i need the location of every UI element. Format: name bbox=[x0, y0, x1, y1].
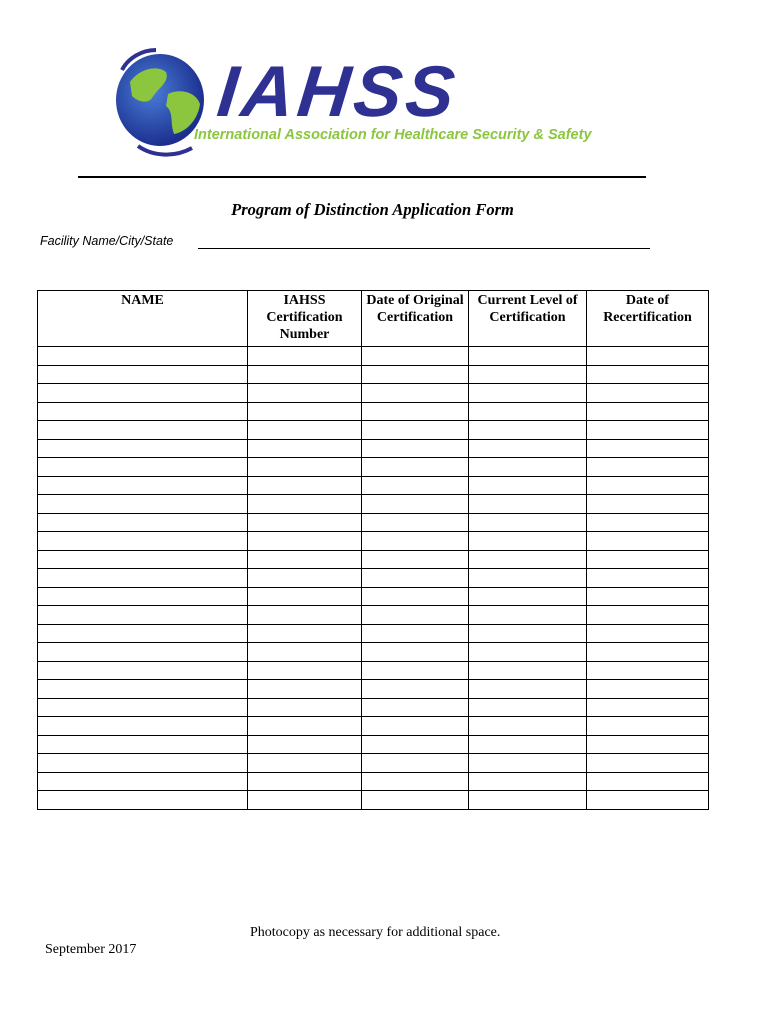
table-row bbox=[38, 717, 709, 736]
table-row bbox=[38, 624, 709, 643]
table-cell[interactable] bbox=[362, 624, 469, 643]
column-header-current-level: Current Level of Certification bbox=[469, 291, 587, 347]
table-cell[interactable] bbox=[38, 384, 248, 403]
table-cell[interactable] bbox=[587, 421, 709, 440]
table-cell[interactable] bbox=[587, 698, 709, 717]
table-cell[interactable] bbox=[248, 569, 362, 588]
table-cell[interactable] bbox=[469, 624, 587, 643]
table-cell[interactable] bbox=[469, 365, 587, 384]
table-cell[interactable] bbox=[248, 495, 362, 514]
table-cell[interactable] bbox=[587, 661, 709, 680]
table-cell[interactable] bbox=[362, 421, 469, 440]
form-title: Program of Distinction Application Form bbox=[231, 200, 514, 219]
table-row bbox=[38, 458, 709, 477]
table-row bbox=[38, 439, 709, 458]
table-cell[interactable] bbox=[469, 513, 587, 532]
table-row bbox=[38, 532, 709, 551]
table-cell[interactable] bbox=[587, 624, 709, 643]
table-cell[interactable] bbox=[469, 421, 587, 440]
table-cell[interactable] bbox=[362, 513, 469, 532]
table-cell[interactable] bbox=[248, 587, 362, 606]
table-cell[interactable] bbox=[587, 772, 709, 791]
table-cell[interactable] bbox=[38, 587, 248, 606]
table-cell[interactable] bbox=[248, 698, 362, 717]
table-cell[interactable] bbox=[469, 587, 587, 606]
table-row bbox=[38, 402, 709, 421]
table-cell[interactable] bbox=[248, 458, 362, 477]
table-cell[interactable] bbox=[38, 772, 248, 791]
table-row bbox=[38, 680, 709, 699]
table-cell[interactable] bbox=[362, 402, 469, 421]
table-cell[interactable] bbox=[38, 513, 248, 532]
table-cell[interactable] bbox=[248, 347, 362, 366]
table-cell[interactable] bbox=[362, 439, 469, 458]
table-cell[interactable] bbox=[362, 384, 469, 403]
table-cell[interactable] bbox=[362, 680, 469, 699]
table-cell[interactable] bbox=[248, 772, 362, 791]
table-cell[interactable] bbox=[362, 717, 469, 736]
table-cell[interactable] bbox=[587, 495, 709, 514]
table-cell[interactable] bbox=[469, 347, 587, 366]
table-cell[interactable] bbox=[362, 532, 469, 551]
table-cell[interactable] bbox=[469, 532, 587, 551]
table-row bbox=[38, 587, 709, 606]
table-cell[interactable] bbox=[38, 550, 248, 569]
table-cell[interactable] bbox=[248, 735, 362, 754]
table-cell[interactable] bbox=[248, 717, 362, 736]
table-cell[interactable] bbox=[38, 421, 248, 440]
table-cell[interactable] bbox=[38, 717, 248, 736]
table-cell[interactable] bbox=[587, 587, 709, 606]
table-cell[interactable] bbox=[38, 569, 248, 588]
table-cell[interactable] bbox=[362, 661, 469, 680]
table-cell[interactable] bbox=[587, 569, 709, 588]
table-body bbox=[38, 347, 709, 810]
column-header-recertification-date: Date of Recertification bbox=[587, 291, 709, 347]
table-row bbox=[38, 513, 709, 532]
table-cell[interactable] bbox=[248, 754, 362, 773]
table-cell[interactable] bbox=[469, 698, 587, 717]
table-cell[interactable] bbox=[38, 347, 248, 366]
table-cell[interactable] bbox=[469, 643, 587, 662]
table-cell[interactable] bbox=[469, 791, 587, 810]
table-cell[interactable] bbox=[469, 717, 587, 736]
table-row bbox=[38, 384, 709, 403]
table-row bbox=[38, 661, 709, 680]
table-cell[interactable] bbox=[362, 365, 469, 384]
table-cell[interactable] bbox=[469, 606, 587, 625]
table-cell[interactable] bbox=[248, 384, 362, 403]
table-cell[interactable] bbox=[248, 476, 362, 495]
table-cell[interactable] bbox=[38, 495, 248, 514]
table-cell[interactable] bbox=[587, 347, 709, 366]
table-cell[interactable] bbox=[587, 384, 709, 403]
table-cell[interactable] bbox=[469, 772, 587, 791]
table-cell[interactable] bbox=[362, 754, 469, 773]
table-cell[interactable] bbox=[38, 643, 248, 662]
table-row bbox=[38, 754, 709, 773]
table-cell[interactable] bbox=[248, 643, 362, 662]
logo-tagline: International Association for Healthcare Security & Safety bbox=[194, 127, 592, 143]
table-row bbox=[38, 421, 709, 440]
table-cell[interactable] bbox=[362, 458, 469, 477]
table-cell[interactable] bbox=[362, 587, 469, 606]
table-cell[interactable] bbox=[587, 532, 709, 551]
table-cell[interactable] bbox=[362, 791, 469, 810]
table-row bbox=[38, 772, 709, 791]
table-cell[interactable] bbox=[38, 476, 248, 495]
table-row bbox=[38, 347, 709, 366]
table-cell[interactable] bbox=[587, 643, 709, 662]
table-cell[interactable] bbox=[362, 569, 469, 588]
table-cell[interactable] bbox=[38, 439, 248, 458]
table-cell[interactable] bbox=[362, 772, 469, 791]
table-cell[interactable] bbox=[587, 439, 709, 458]
table-cell[interactable] bbox=[38, 532, 248, 551]
table-cell[interactable] bbox=[248, 791, 362, 810]
table-cell[interactable] bbox=[587, 791, 709, 810]
form-date: September 2017 bbox=[45, 942, 137, 957]
table-cell[interactable] bbox=[248, 624, 362, 643]
table-cell[interactable] bbox=[362, 735, 469, 754]
table-cell[interactable] bbox=[38, 624, 248, 643]
table-cell[interactable] bbox=[587, 458, 709, 477]
table-cell[interactable] bbox=[469, 661, 587, 680]
table-cell[interactable] bbox=[38, 735, 248, 754]
table-cell[interactable] bbox=[469, 384, 587, 403]
table-row bbox=[38, 365, 709, 384]
table-cell[interactable] bbox=[587, 680, 709, 699]
table-cell[interactable] bbox=[587, 606, 709, 625]
table-cell[interactable] bbox=[362, 698, 469, 717]
table-cell[interactable] bbox=[38, 458, 248, 477]
header-rule bbox=[78, 176, 646, 178]
table-cell[interactable] bbox=[587, 476, 709, 495]
iahss-logo bbox=[108, 42, 628, 162]
table-cell[interactable] bbox=[469, 569, 587, 588]
table-cell[interactable] bbox=[362, 550, 469, 569]
table-cell[interactable] bbox=[587, 735, 709, 754]
column-header-original-date: Date of Original Certification bbox=[362, 291, 469, 347]
table-cell[interactable] bbox=[362, 606, 469, 625]
table-row bbox=[38, 735, 709, 754]
table-cell[interactable] bbox=[587, 513, 709, 532]
table-cell[interactable] bbox=[248, 421, 362, 440]
table-cell[interactable] bbox=[38, 365, 248, 384]
table-cell[interactable] bbox=[248, 402, 362, 421]
table-cell[interactable] bbox=[469, 402, 587, 421]
table-cell[interactable] bbox=[469, 735, 587, 754]
logo-wordmark: IAHSS bbox=[213, 52, 463, 132]
table-cell[interactable] bbox=[38, 791, 248, 810]
table-cell[interactable] bbox=[38, 661, 248, 680]
table-cell[interactable] bbox=[248, 513, 362, 532]
table-cell[interactable] bbox=[469, 550, 587, 569]
table-row bbox=[38, 550, 709, 569]
table-cell[interactable] bbox=[362, 643, 469, 662]
column-header-certification-number: IAHSS Certification Number bbox=[248, 291, 362, 347]
table-cell[interactable] bbox=[587, 754, 709, 773]
table-cell[interactable] bbox=[469, 495, 587, 514]
table-cell[interactable] bbox=[469, 754, 587, 773]
table-row bbox=[38, 569, 709, 588]
table-cell[interactable] bbox=[248, 661, 362, 680]
table-cell[interactable] bbox=[362, 347, 469, 366]
table-cell[interactable] bbox=[469, 680, 587, 699]
table-cell[interactable] bbox=[587, 365, 709, 384]
table-row bbox=[38, 643, 709, 662]
table-cell[interactable] bbox=[38, 402, 248, 421]
table-cell[interactable] bbox=[469, 476, 587, 495]
table-cell[interactable] bbox=[469, 458, 587, 477]
table-cell[interactable] bbox=[469, 439, 587, 458]
table-cell[interactable] bbox=[587, 550, 709, 569]
table-cell[interactable] bbox=[248, 606, 362, 625]
table-cell[interactable] bbox=[587, 717, 709, 736]
table-cell[interactable] bbox=[248, 532, 362, 551]
table-row bbox=[38, 791, 709, 810]
facility-input-line[interactable] bbox=[198, 248, 650, 249]
table-cell[interactable] bbox=[248, 439, 362, 458]
table-cell[interactable] bbox=[38, 606, 248, 625]
table-cell[interactable] bbox=[248, 365, 362, 384]
globe-icon bbox=[108, 42, 218, 162]
certification-table bbox=[37, 290, 709, 810]
table-cell[interactable] bbox=[362, 495, 469, 514]
table-cell[interactable] bbox=[38, 754, 248, 773]
table-row bbox=[38, 495, 709, 514]
column-header-name: NAME bbox=[38, 291, 248, 347]
table-cell[interactable] bbox=[362, 476, 469, 495]
facility-label: Facility Name/City/State bbox=[40, 234, 174, 248]
table-cell[interactable] bbox=[587, 402, 709, 421]
table-row bbox=[38, 698, 709, 717]
photocopy-note: Photocopy as necessary for additional space. bbox=[250, 925, 501, 940]
table-cell[interactable] bbox=[248, 550, 362, 569]
table-cell[interactable] bbox=[38, 680, 248, 699]
table-cell[interactable] bbox=[38, 698, 248, 717]
table-row bbox=[38, 606, 709, 625]
table-cell[interactable] bbox=[248, 680, 362, 699]
table-row bbox=[38, 476, 709, 495]
table-header-row bbox=[38, 291, 709, 347]
